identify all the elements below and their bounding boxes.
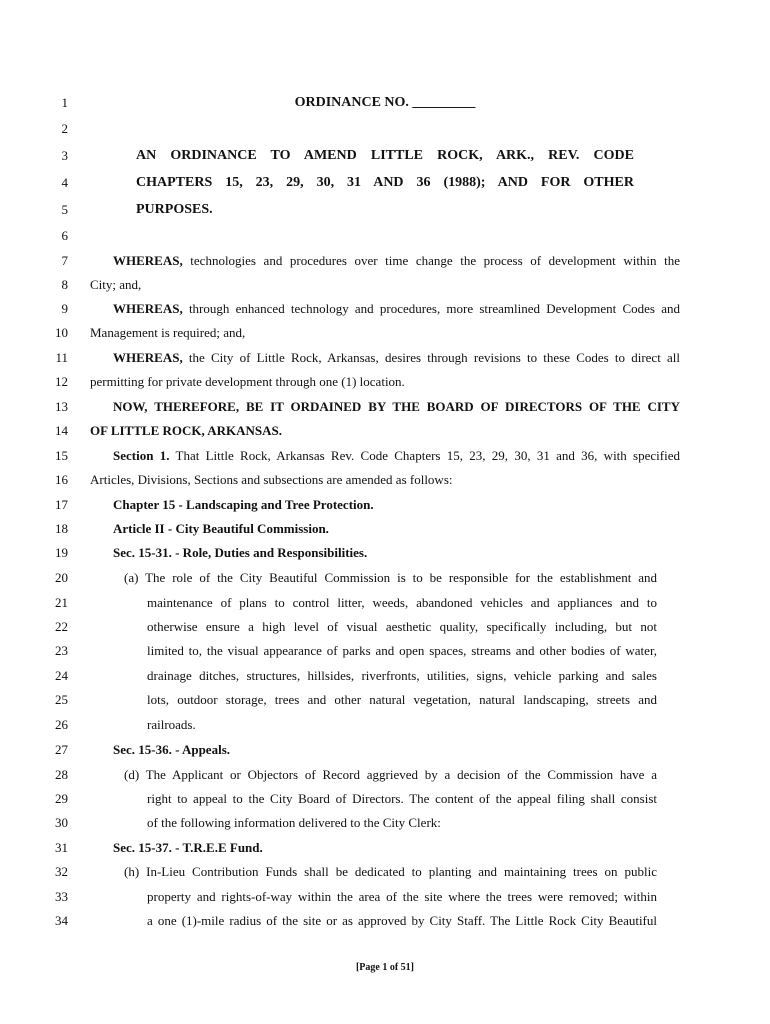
body-text: Management is required; and,: [90, 325, 246, 340]
subsection-text: property and rights-of-way within the area of the site where the trees were removed; within: [147, 889, 657, 904]
subsection-text: of the following information delivered to the City Clerk:: [147, 815, 441, 830]
line-number: 14: [55, 423, 68, 438]
subsection-text: (d) The Applicant or Objectors of Record aggrieved by a decision of the Commission have a: [124, 767, 657, 782]
line-25: [0, 690, 770, 710]
line-number: 33: [55, 889, 68, 904]
line-3: [0, 146, 770, 166]
line-7: [0, 251, 770, 271]
line-number: 28: [55, 767, 68, 782]
subsection-text: limited to, the visual appearance of parks and open spaces, streams and other bodies of water,: [147, 643, 657, 658]
body-text: Articles, Divisions, Sections and subsections are amended as follows:: [90, 472, 453, 487]
section-paragraph: [113, 446, 680, 466]
line-12: [0, 372, 770, 392]
line-4: [0, 173, 770, 193]
chapter-heading: Chapter 15 - Landscaping and Tree Protection.: [113, 497, 374, 512]
line-number: 5: [61, 202, 68, 217]
section-label: Section 1.: [113, 448, 170, 463]
line-19: [0, 543, 770, 563]
line-11: [0, 348, 770, 368]
line-number: 8: [61, 277, 68, 292]
line-8: [0, 275, 770, 295]
line-24: [0, 666, 770, 686]
subsection-text: a one (1)-mile radius of the site or as approved by City Staff. The Little Rock City Beautiful: [147, 913, 657, 928]
body-text: That Little Rock, Arkansas Rev. Code Chapters 15, 23, 29, 30, 31 and 36, with specified: [169, 448, 680, 463]
line-2: [0, 119, 770, 139]
line-1: [0, 93, 770, 113]
line-number: 10: [55, 325, 68, 340]
line-number: 23: [55, 643, 68, 658]
line-number: 22: [55, 619, 68, 634]
whereas-paragraph: [113, 348, 680, 368]
line-6: [0, 226, 770, 246]
body-text: permitting for private development through one (1) location.: [90, 374, 405, 389]
line-34: [0, 911, 770, 931]
subsection-text: right to appeal to the City Board of Directors. The content of the appeal filing shall consist: [147, 791, 657, 806]
line-number: 15: [55, 448, 68, 463]
subsection-text: drainage ditches, structures, hillsides, riverfronts, utilities, signs, vehicle parking and sales: [147, 668, 657, 683]
whereas-paragraph: [113, 299, 680, 319]
whereas-label: WHEREAS,: [113, 350, 183, 365]
ordinance-title: PURPOSES.: [136, 202, 213, 217]
body-text: through enhanced technology and procedures, more streamlined Development Codes and: [182, 301, 680, 316]
line-9: [0, 299, 770, 319]
line-28: [0, 765, 770, 785]
line-16: [0, 470, 770, 490]
line-number: 24: [55, 668, 68, 683]
line-number: 3: [61, 148, 68, 163]
line-13: [0, 397, 770, 417]
line-number: 1: [61, 95, 68, 110]
line-18: [0, 519, 770, 539]
line-number: 29: [55, 791, 68, 806]
body-text: technologies and procedures over time change the process of development within the: [182, 253, 680, 268]
subsection-text: lots, outdoor storage, trees and other natural vegetation, natural landscaping, streets and: [147, 692, 657, 707]
body-text: the City of Little Rock, Arkansas, desires through revisions to these Codes to direct all: [182, 350, 680, 365]
line-number: 26: [55, 717, 68, 732]
ordinance-title: AN ORDINANCE TO AMEND LITTLE ROCK, ARK., REV. CODE: [136, 148, 634, 163]
line-number: 2: [61, 121, 68, 136]
subsection-text: otherwise ensure a high level of visual aesthetic quality, specifically including, but not: [147, 619, 657, 634]
line-number: 13: [55, 399, 68, 414]
whereas-label: WHEREAS,: [113, 301, 183, 316]
line-number: 21: [55, 595, 68, 610]
line-21: [0, 593, 770, 613]
line-33: [0, 887, 770, 907]
subsection-text: railroads.: [147, 717, 196, 732]
ordinance-number: ORDINANCE NO. _________: [294, 95, 476, 110]
subsection-text: (h) In-Lieu Contribution Funds shall be dedicated to planting and maintaining trees on public: [124, 864, 657, 879]
line-number: 30: [55, 815, 68, 830]
line-29: [0, 789, 770, 809]
line-number: 9: [61, 301, 68, 316]
line-number: 17: [55, 497, 68, 512]
section-heading: Sec. 15-31. - Role, Duties and Responsibilities.: [113, 545, 368, 560]
line-17: [0, 495, 770, 515]
line-31: [0, 838, 770, 858]
line-number: 7: [61, 253, 68, 268]
whereas-paragraph: [113, 251, 680, 271]
page-footer: [Page 1 of 51]: [355, 962, 415, 973]
line-number: 20: [55, 570, 68, 585]
line-23: [0, 641, 770, 661]
body-text: City; and,: [90, 277, 142, 292]
section-heading: Sec. 15-36. - Appeals.: [113, 742, 230, 757]
whereas-label: WHEREAS,: [113, 253, 183, 268]
line-number: 12: [55, 374, 68, 389]
line-5: [0, 200, 770, 220]
line-number: 11: [55, 350, 68, 365]
line-10: [0, 323, 770, 343]
line-number: 16: [55, 472, 68, 487]
ordinance-title: CHAPTERS 15, 23, 29, 30, 31 AND 36 (1988); AND FOR OTHER: [136, 175, 634, 190]
line-number: 34: [55, 913, 68, 928]
line-14: [0, 421, 770, 441]
line-32: [0, 862, 770, 882]
ordaining-clause: OF LITTLE ROCK, ARKANSAS.: [90, 423, 283, 438]
ordaining-clause: NOW, THEREFORE, BE IT ORDAINED BY THE BOARD OF DIRECTORS OF THE CITY: [113, 399, 680, 414]
line-number: 25: [55, 692, 68, 707]
subsection-text: (a) The role of the City Beautiful Commission is to be responsible for the establishment and: [124, 570, 657, 585]
subsection-text: maintenance of plans to control litter, weeds, abandoned vehicles and appliances and to: [147, 595, 657, 610]
section-heading: Sec. 15-37. - T.R.E.E Fund.: [113, 840, 263, 855]
line-number: 4: [61, 175, 68, 190]
line-number: 18: [55, 521, 68, 536]
line-number: 19: [55, 545, 68, 560]
line-15: [0, 446, 770, 466]
line-number: 31: [55, 840, 68, 855]
article-heading: Article II - City Beautiful Commission.: [113, 521, 329, 536]
line-26: [0, 715, 770, 735]
line-number: 27: [55, 742, 68, 757]
line-number: 32: [55, 864, 68, 879]
line-number: 6: [61, 228, 68, 243]
line-20: [0, 568, 770, 588]
line-27: [0, 740, 770, 760]
line-30: [0, 813, 770, 833]
line-22: [0, 617, 770, 637]
